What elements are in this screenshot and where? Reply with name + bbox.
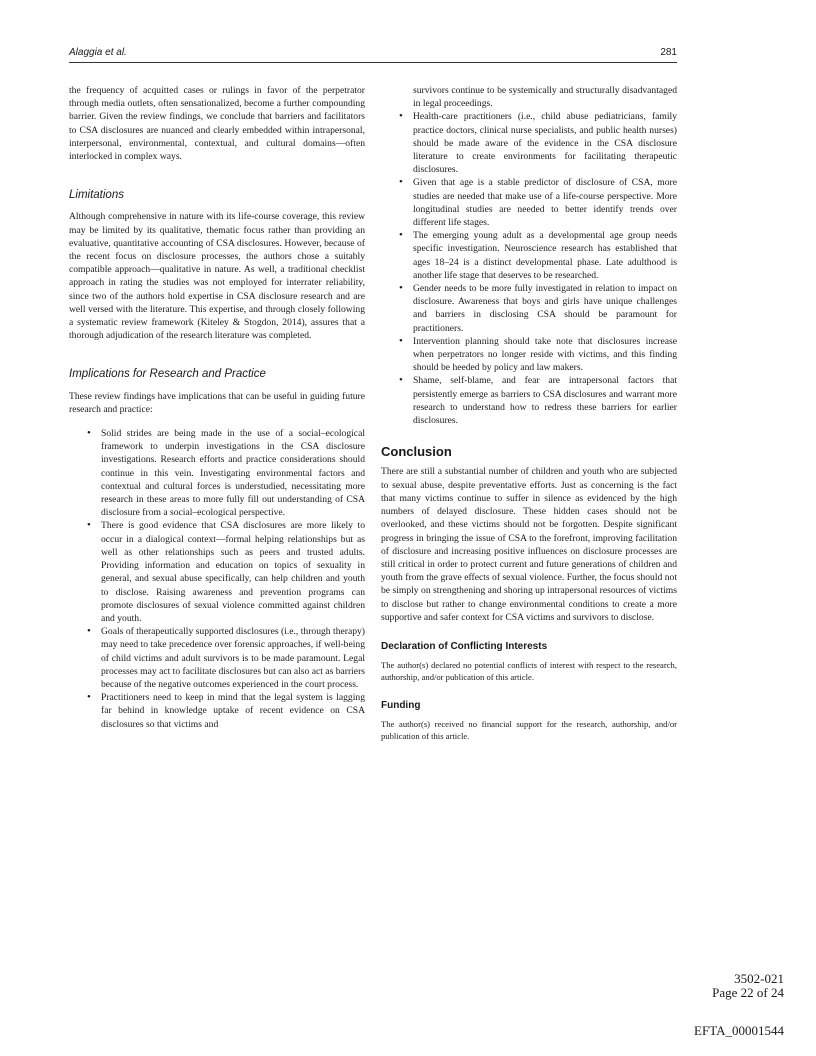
right-column (381, 84, 677, 742)
list-item: • There is good evidence that CSA disclosures are more likely to occur in a dialogical context—formal helping relationships but as well as other relationships such as peers and trusted adults. Providing information and education on topics of sexuality in general, and sexual abuse specifically, can help children and youth to disclose. Raising awareness and prevention programs can promote disclosures of sexual violence committed against children and youth. (81, 519, 365, 625)
document-id: EFTA_00001544 (694, 1023, 784, 1038)
implications-heading: Implications for Research and Practice (69, 368, 266, 381)
page-of-label: Page 22 of 24 (712, 985, 784, 1000)
list-item: • Practitioners need to keep in mind that the legal system is lagging far behind in knowledge uptake of recent evidence on CSA disclosures so that victims and (81, 691, 365, 731)
bullet-continuation: survivors continue to be systemically and structurally disadvantaged in legal proceedings. (413, 85, 677, 110)
limitations-heading: Limitations (69, 189, 124, 202)
research-list (393, 110, 677, 427)
funding-heading: Funding (381, 700, 421, 712)
left-column (69, 84, 365, 731)
declaration-heading: Declaration of Conflicting Interests (381, 640, 548, 652)
case-number: 3502-021 (734, 971, 784, 986)
list-item: • The emerging young adult as a developmental age group needs specific investigation. Neuroscience research has established that ages 18–24 is a distinct developmental phase. Late adulthood is another life stage that deserves to be researched. (393, 229, 677, 282)
list-item: • Shame, self-blame, and fear are intrapersonal factors that persistently emerge as barriers to CSA disclosures and warrant more research to understand how to redress these barriers for earlier disclosures. (393, 374, 677, 427)
conclusion-heading: Conclusion (381, 444, 452, 460)
page-stamp (712, 972, 784, 1000)
declaration-text: The author(s) declared no potential conflicts of interest with respect to the research, authorship, and/or publication of this article. (381, 660, 677, 683)
funding-text: The author(s) received no financial support for the research, authorship, and/or publication of this article. (381, 719, 677, 742)
implications-list (69, 427, 365, 731)
limitations-paragraph: Although comprehensive in nature with its life-course coverage, this review may be limited by its qualitative, thematic focus rather than providing an evaluative, quantitative accounting of CSA disclosures. However, because of the recent focus on disclosure processes, the authors chose a suitably compatible approach—qualitative in nature. As well, a traditional checklist approach in rating the studies was not employed for interrater reliability, since two of the authors hold expertise in CSA disclosure research and are well versed with the literature. This expertise, and through closely following a systematic review framework (Kiteley & Stogdon, 2014), assures that a thorough adjudication of the research literature was completed. (69, 211, 365, 342)
implications-intro: These review findings have implications that can be useful in guiding future research and practice: (69, 390, 365, 415)
list-item: • Solid strides are being made in the use of a social–ecological framework to underpin investigations in the CSA disclosure investigations. Research efforts and practice considerations should continue in this vein. Investigating environmental factors and contextual and cultural forces is understudied, necessitating more research in these areas to more fully fill out understanding of CSA disclosure from a social–ecological perspective. (81, 427, 365, 519)
conclusion-paragraph: There are still a substantial number of children and youth who are subjected to sexual abuse, despite preventative efforts. Just as concerning is the fact that many victims continue to suffer in silence as evidenced by the high numbers of delayed disclosure. These hidden cases should not be overlooked, and these victims should not be forgotten. Despite significant progress in bringing the issue of CSA to the forefront, improving facilitation of disclosure and increasing positive influences on disclosure processes are still critical in order to protect current and future generations of children and youth from the grave effects of sexual violence. Further, the focus should not be simply on strengthening and shoring up intrapersonal resources of victims to disclose but rather to change environmental conditions to create a more supportive and safer context for CSA victims and survivors to disclose. (381, 466, 677, 623)
header-page-number: 281 (660, 47, 677, 58)
list-item: • Gender needs to be more fully investigated in relation to impact on disclosure. Awareness that boys and girls have unique challenges and barriers in disclosing CSA should be paramount for practitioners. (393, 282, 677, 335)
list-item: • Given that age is a stable predictor of disclosure of CSA, more studies are needed that make use of a life-course perspective. More longitudinal studies are needed to better identify trends over different life stages. (393, 176, 677, 229)
header-authors: Alaggia et al. (69, 47, 127, 58)
running-header (69, 44, 677, 63)
list-item: • Health-care practitioners (i.e., child abuse pediatricians, family practice doctors, clinical nurse specialists, and public health nurses) should be made aware of the evidence in the CSA disclosure literature to create environments for facilitating therapeutic disclosures. (393, 110, 677, 176)
intro-paragraph: the frequency of acquitted cases or rulings in favor of the perpetrator through media outlets, often sensationalized, become a further compounding barrier. Given the review findings, we conclude that barriers and facilitators to CSA disclosures are nuanced and clearly embedded within intrapersonal, interpersonal, environmental, contextual, and cultural domains—often interlocked in complex ways. (69, 85, 365, 163)
list-item: • Goals of therapeutically supported disclosures (i.e., through therapy) may need to take precedence over forensic approaches, if well-being of child victims and adult survivors is to be made paramount. Legal processes may act to facilitate disclosures but can also act as barriers because of the negative outcomes experienced in the court process. (81, 625, 365, 691)
list-item: • Intervention planning should take note that disclosures increase when perpetrators no longer reside with victims, and this finding should be heeded by policy and law makers. (393, 335, 677, 375)
